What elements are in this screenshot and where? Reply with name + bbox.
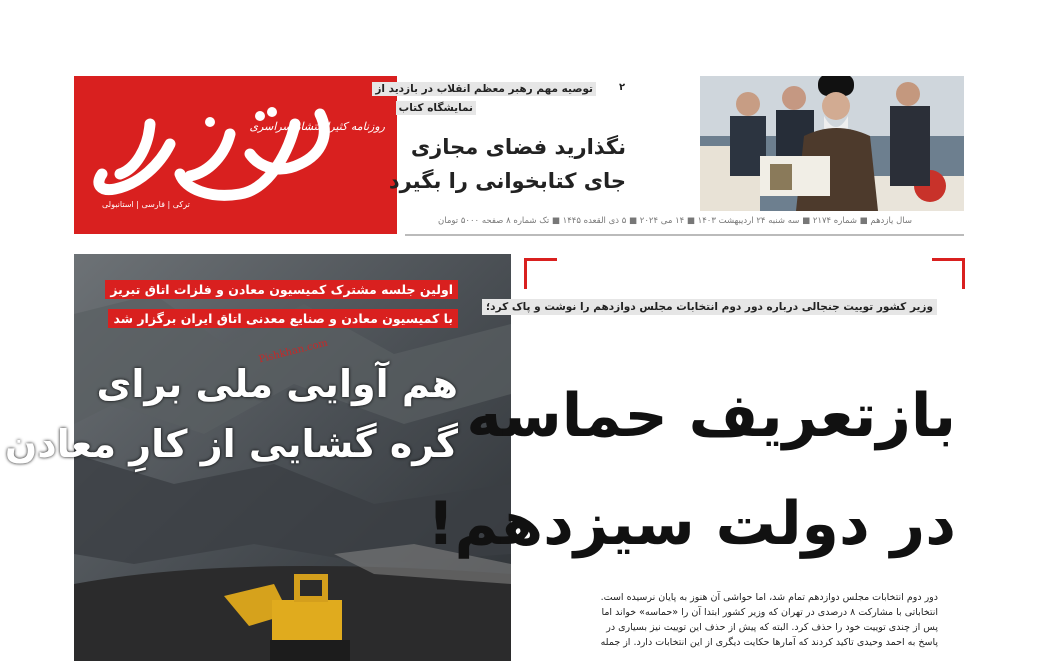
frame-corner-right xyxy=(932,258,965,289)
teaser-photo-image xyxy=(700,76,964,211)
masthead-subtitle: ترکی | فارسی | استانبولی xyxy=(102,200,190,209)
teaser-page-number: ۲ xyxy=(619,82,626,93)
teaser-title[interactable] xyxy=(389,130,626,198)
lead-title-line2: گره گشایی از کارِ معادن xyxy=(4,422,458,466)
lead-title[interactable] xyxy=(5,354,458,474)
teaser-kicker-2: نمایشگاه کتاب xyxy=(396,101,476,115)
body-line: پاسخ به احمد وحیدی تاکید کردند که آمارها حکایت دیگری از این انتخابات دارد. از جمله xyxy=(600,637,938,648)
main-body-text xyxy=(548,590,938,650)
teaser-title-line2: جای کتابخوانی را بگیرد xyxy=(388,169,626,193)
masthead xyxy=(74,76,397,234)
lead-strap-2: با کمیسیون معادن و صنایع معدنی اتاق ایران برگزار شد xyxy=(108,309,458,328)
teaser-kicker: توصیه مهم رهبر معظم انقلاب در بازدید از xyxy=(372,82,596,96)
masthead-logo xyxy=(90,94,340,214)
lead-title-line1: هم آوایی ملی برای xyxy=(96,362,458,406)
body-line: دور دوم انتخابات مجلس دوازدهم تمام شد، اما حواشی آن هنوز به پایان نرسیده است. xyxy=(600,592,938,603)
main-headline[interactable] xyxy=(427,362,956,578)
frame-corner-left xyxy=(524,258,557,289)
watermark: Pishkhan.com xyxy=(257,337,329,366)
teaser-photo[interactable] xyxy=(700,76,964,211)
body-line: پس از چندی توییت خود را حذف کرد. البته که پیش از حذف این توییت نیز بسیاری در xyxy=(606,622,938,633)
issue-info: سال یازدهم ■ شماره ۲۱۷۴ ■ سه شنبه ۲۴ اردیبهشت ۱۴۰۳ ■ ۱۴ می ۲۰۲۴ ■ ۵ ذی القعده ۱۴۴۵ ■ تک شماره ۸ صفحه ۵۰۰۰ تومان xyxy=(438,216,912,226)
main-headline-line2: در دولت سیزدهم! xyxy=(427,489,956,559)
body-line: انتخاباتی با مشارکت ۸ درصدی در تهران که وزیر کشور ابتدا آن را «حماسه» خواند اما xyxy=(601,607,938,618)
main-headline-line1: بازتعریف حماسه xyxy=(466,381,956,451)
main-supertitle: وزیر کشور توییت جنجالی درباره دور دوم انتخابات مجلس دوازدهم را نوشت و پاک کرد؛ xyxy=(482,299,937,315)
header-divider xyxy=(405,234,964,236)
teaser-title-line1: نگذارید فضای مجازی xyxy=(410,135,626,159)
lead-strap-1: اولین جلسه مشترک کمیسیون معادن و فلزات اتاق تبریز xyxy=(105,280,458,299)
masthead-tagline: روزنامه کثیرالانتشار سراسری xyxy=(249,120,385,133)
